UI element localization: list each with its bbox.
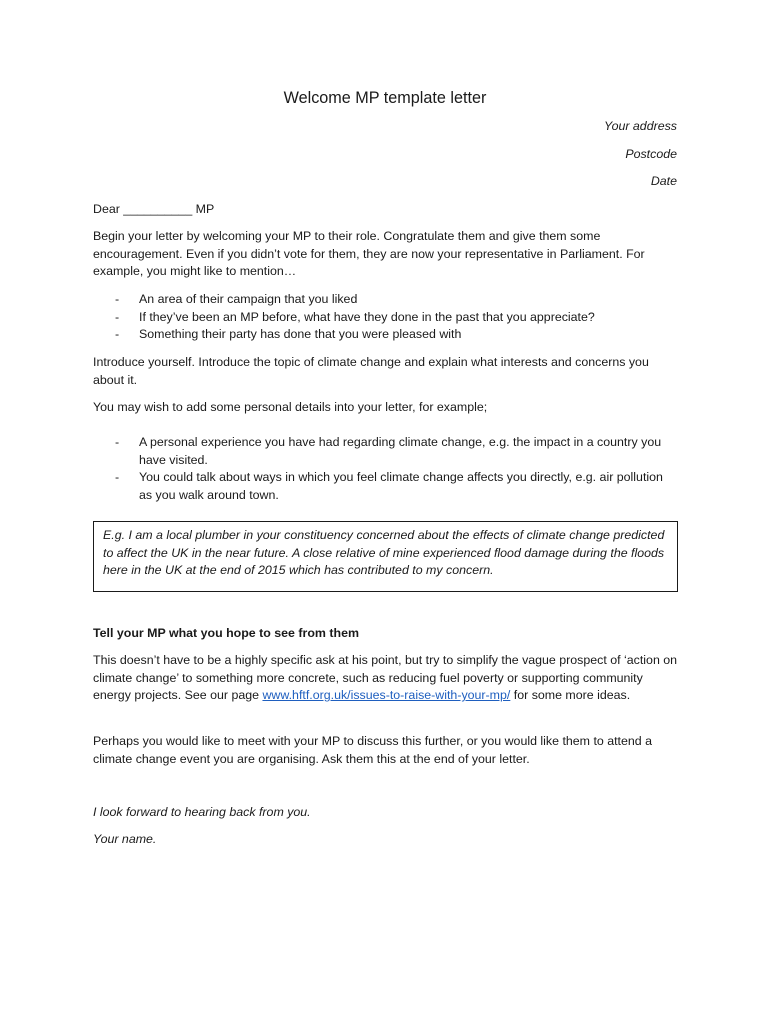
intro-paragraph: Begin your letter by welcoming your MP to their role. Congratulate them and give them some encouragement. Even if you didn’t vote for them, they are now your representative in Parliament. For example, you might like to mention… — [93, 229, 645, 279]
ask-paragraph — [93, 652, 679, 705]
mention-list — [93, 291, 679, 344]
ask-paragraph-text-start: This doesn’t have to be a highly specific ask at his point, but try to simplify the vague prospect of ‘action on climate change’ to something more concrete, such as reducing fuel poverty or supporting community energy projects. See our page — [93, 653, 678, 703]
list-item — [93, 309, 679, 327]
address-placeholder: Your address — [603, 119, 677, 133]
signature-placeholder: Your name. — [93, 832, 157, 846]
page-title: Welcome MP template letter — [283, 89, 487, 107]
issues-page-link[interactable]: www.hftf.org.uk/issues-to-raise-with-your-mp/ — [262, 688, 511, 703]
dash-bullet: - — [115, 435, 120, 449]
meet-paragraph: Perhaps you would like to meet with your MP to discuss this further, or you would like them to attend a climate change event you are organising. Ask them this at the end of your letter. — [93, 734, 653, 766]
list-item-text: An area of their campaign that you liked — [139, 292, 358, 306]
postcode-placeholder: Postcode — [625, 147, 677, 161]
list-item — [93, 434, 679, 469]
list-item-text: You could talk about ways in which you feel climate change affects you directly, e.g. air pollution as you walk around town. — [139, 470, 663, 502]
ask-paragraph-text-end: for some more ideas. — [510, 688, 631, 703]
list-item — [93, 291, 679, 309]
list-item-text: If they’ve been an MP before, what have they done in the past that you appreciate? — [139, 309, 595, 324]
list-item — [93, 469, 679, 504]
dash-bullet: - — [115, 292, 120, 306]
dash-bullet: - — [115, 470, 120, 485]
ask-heading: Tell your MP what you hope to see from them — [93, 626, 359, 640]
example-box: E.g. I am a local plumber in your constituency concerned about the effects of climate change predicted to affect the UK in the near future. A close relative of mine experienced flood damage during the floods here in the UK at the end of 2015 which has contributed to my concern. — [93, 521, 678, 592]
list-item-text: A personal experience you have had regarding climate change, e.g. the impact in a country you have visited. — [139, 435, 662, 467]
personal-list — [93, 434, 679, 504]
personal-details-paragraph: You may wish to add some personal details into your letter, for example; — [93, 400, 488, 414]
closing-line: I look forward to hearing back from you. — [93, 805, 311, 819]
salutation: Dear __________ MP — [93, 202, 215, 216]
dash-bullet: - — [115, 309, 120, 324]
list-item-text: Something their party has done that you were pleased with — [139, 327, 462, 342]
list-item — [93, 326, 679, 344]
introduce-paragraph: Introduce yourself. Introduce the topic of climate change and explain what interests and concerns you about it. — [93, 355, 649, 387]
dash-bullet: - — [115, 327, 120, 342]
date-placeholder: Date — [650, 174, 677, 188]
